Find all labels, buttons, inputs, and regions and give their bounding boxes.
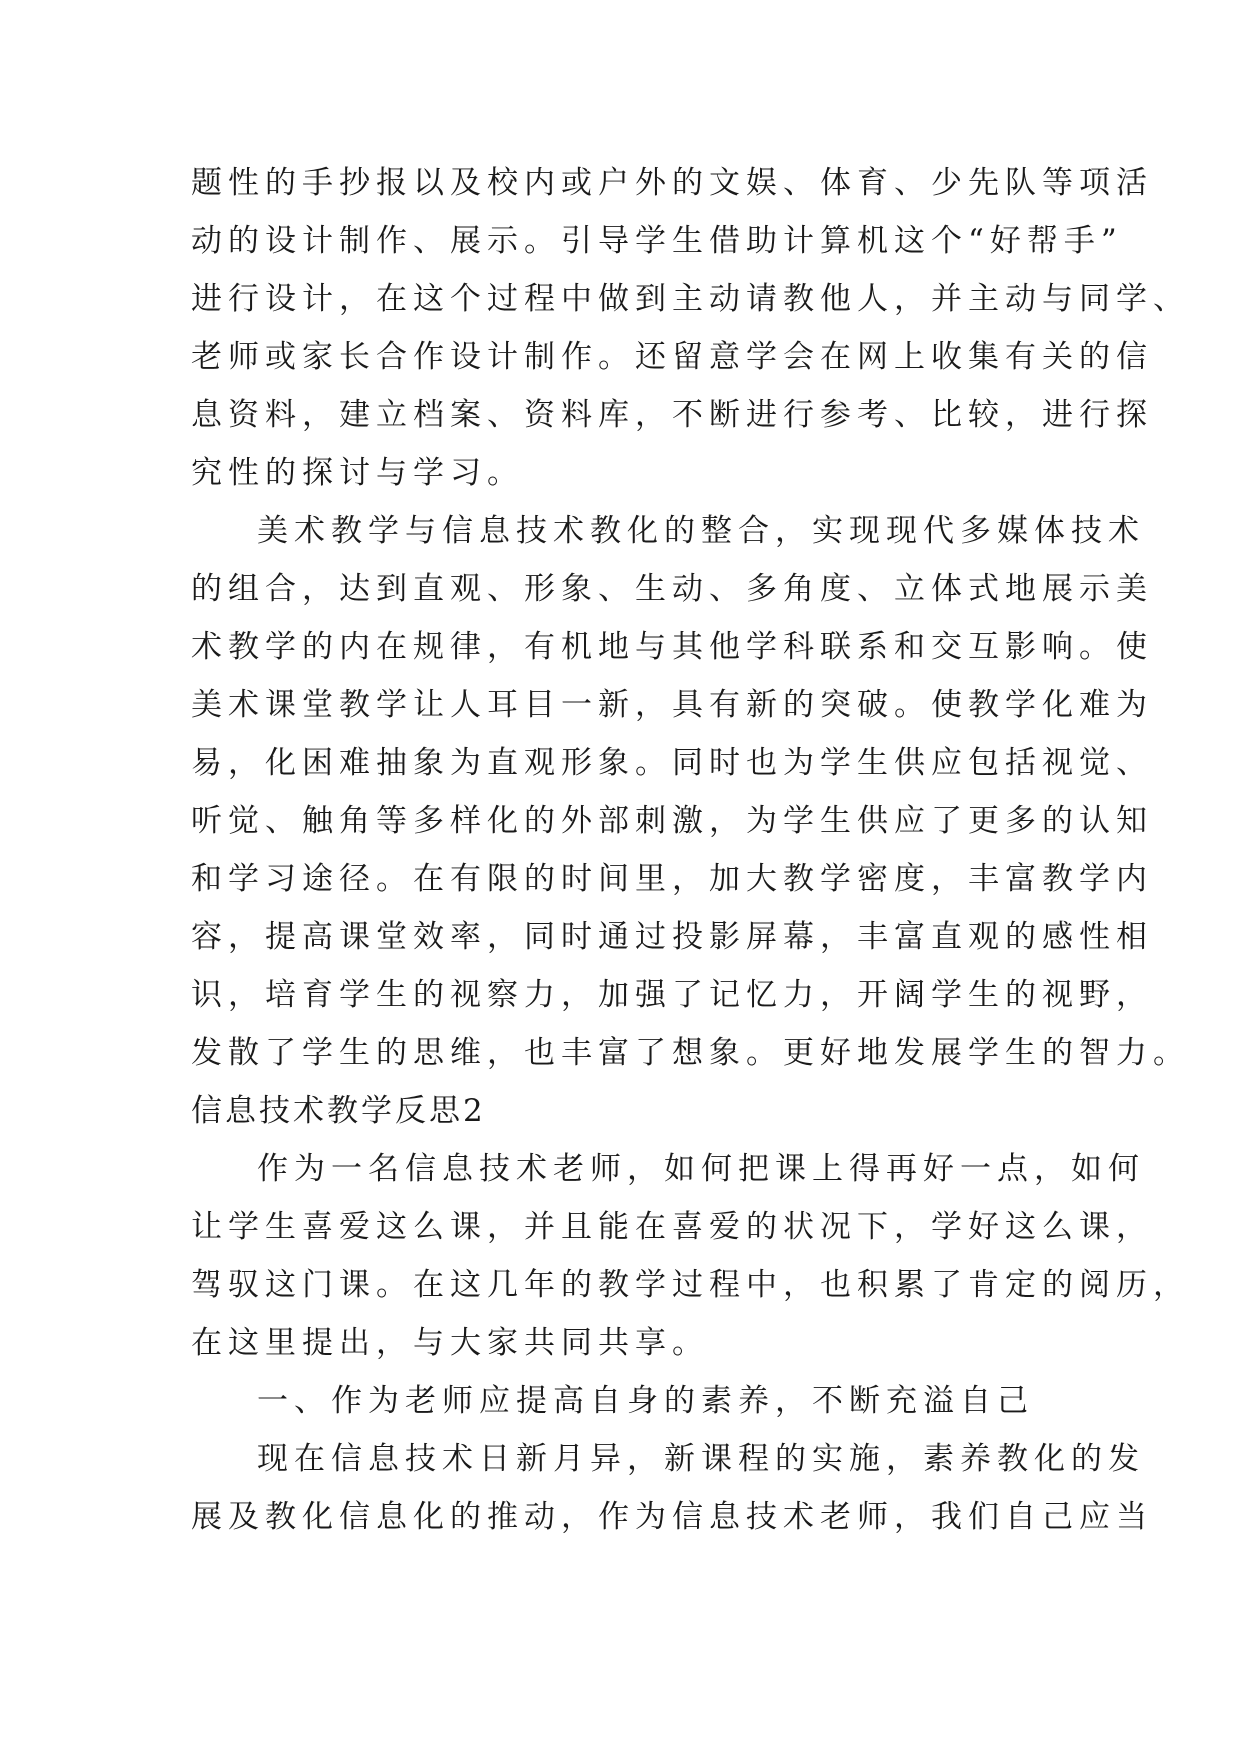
text-line: 驾驭这门课。在这几年的教学过程中，也积累了肯定的阅历， — [191, 1267, 1190, 1303]
text-line: 题性的手抄报以及校内或户外的文娱、体育、少先队等项活 — [191, 165, 1153, 201]
section-title: 信息技术教学反思2 — [191, 1093, 486, 1129]
text-line: 术教学的内在规律，有机地与其他学科联系和交互影响。使 — [191, 629, 1153, 665]
text-line: 易，化困难抽象为直观形象。同时也为学生供应包括视觉、 — [191, 745, 1153, 781]
text-line: 作为一名信息技术老师，如何把课上得再好一点，如何 — [257, 1151, 1145, 1187]
text-line: 动的设计制作、展示。引导学生借助计算机这个“好帮手” — [191, 223, 1123, 259]
text-line: 进行设计，在这个过程中做到主动请教他人，并主动与同学、 — [191, 281, 1190, 317]
text-line: 美术教学与信息技术教化的整合，实现现代多媒体技术 — [257, 513, 1145, 549]
text-line: 的组合，达到直观、形象、生动、多角度、立体式地展示美 — [191, 571, 1153, 607]
text-line: 让学生喜爱这么课，并且能在喜爱的状况下，学好这么课， — [191, 1209, 1153, 1245]
text-line: 现在信息技术日新月异，新课程的实施，素养教化的发 — [257, 1441, 1145, 1477]
text-line: 美术课堂教学让人耳目一新，具有新的突破。使教学化难为 — [191, 687, 1153, 723]
text-line: 识，培育学生的视察力，加强了记忆力，开阔学生的视野， — [191, 977, 1153, 1013]
text-line: 容，提高课堂效率，同时通过投影屏幕，丰富直观的感性相 — [191, 919, 1153, 955]
text-line: 老师或家长合作设计制作。还留意学会在网上收集有关的信 — [191, 339, 1153, 375]
subheading: 一、作为老师应提高自身的素养，不断充溢自己 — [257, 1383, 1034, 1419]
text-line: 究性的探讨与学习。 — [191, 455, 524, 491]
text-line: 展及教化信息化的推动，作为信息技术老师，我们自己应当 — [191, 1499, 1153, 1535]
paragraph — [191, 1430, 1153, 1546]
text-line: 和学习途径。在有限的时间里，加大教学密度，丰富教学内 — [191, 861, 1153, 897]
paragraph — [191, 154, 1190, 502]
text-line: 息资料，建立档案、资料库，不断进行参考、比较，进行探 — [191, 397, 1153, 433]
paragraph — [191, 502, 1190, 1082]
text-line: 在这里提出，与大家共同共享。 — [191, 1325, 709, 1361]
paragraph — [191, 1140, 1190, 1372]
document-body — [191, 154, 1190, 1546]
text-line: 发散了学生的思维，也丰富了想象。更好地发展学生的智力。 — [191, 1035, 1190, 1071]
text-line: 听觉、触角等多样化的外部刺激，为学生供应了更多的认知 — [191, 803, 1153, 839]
